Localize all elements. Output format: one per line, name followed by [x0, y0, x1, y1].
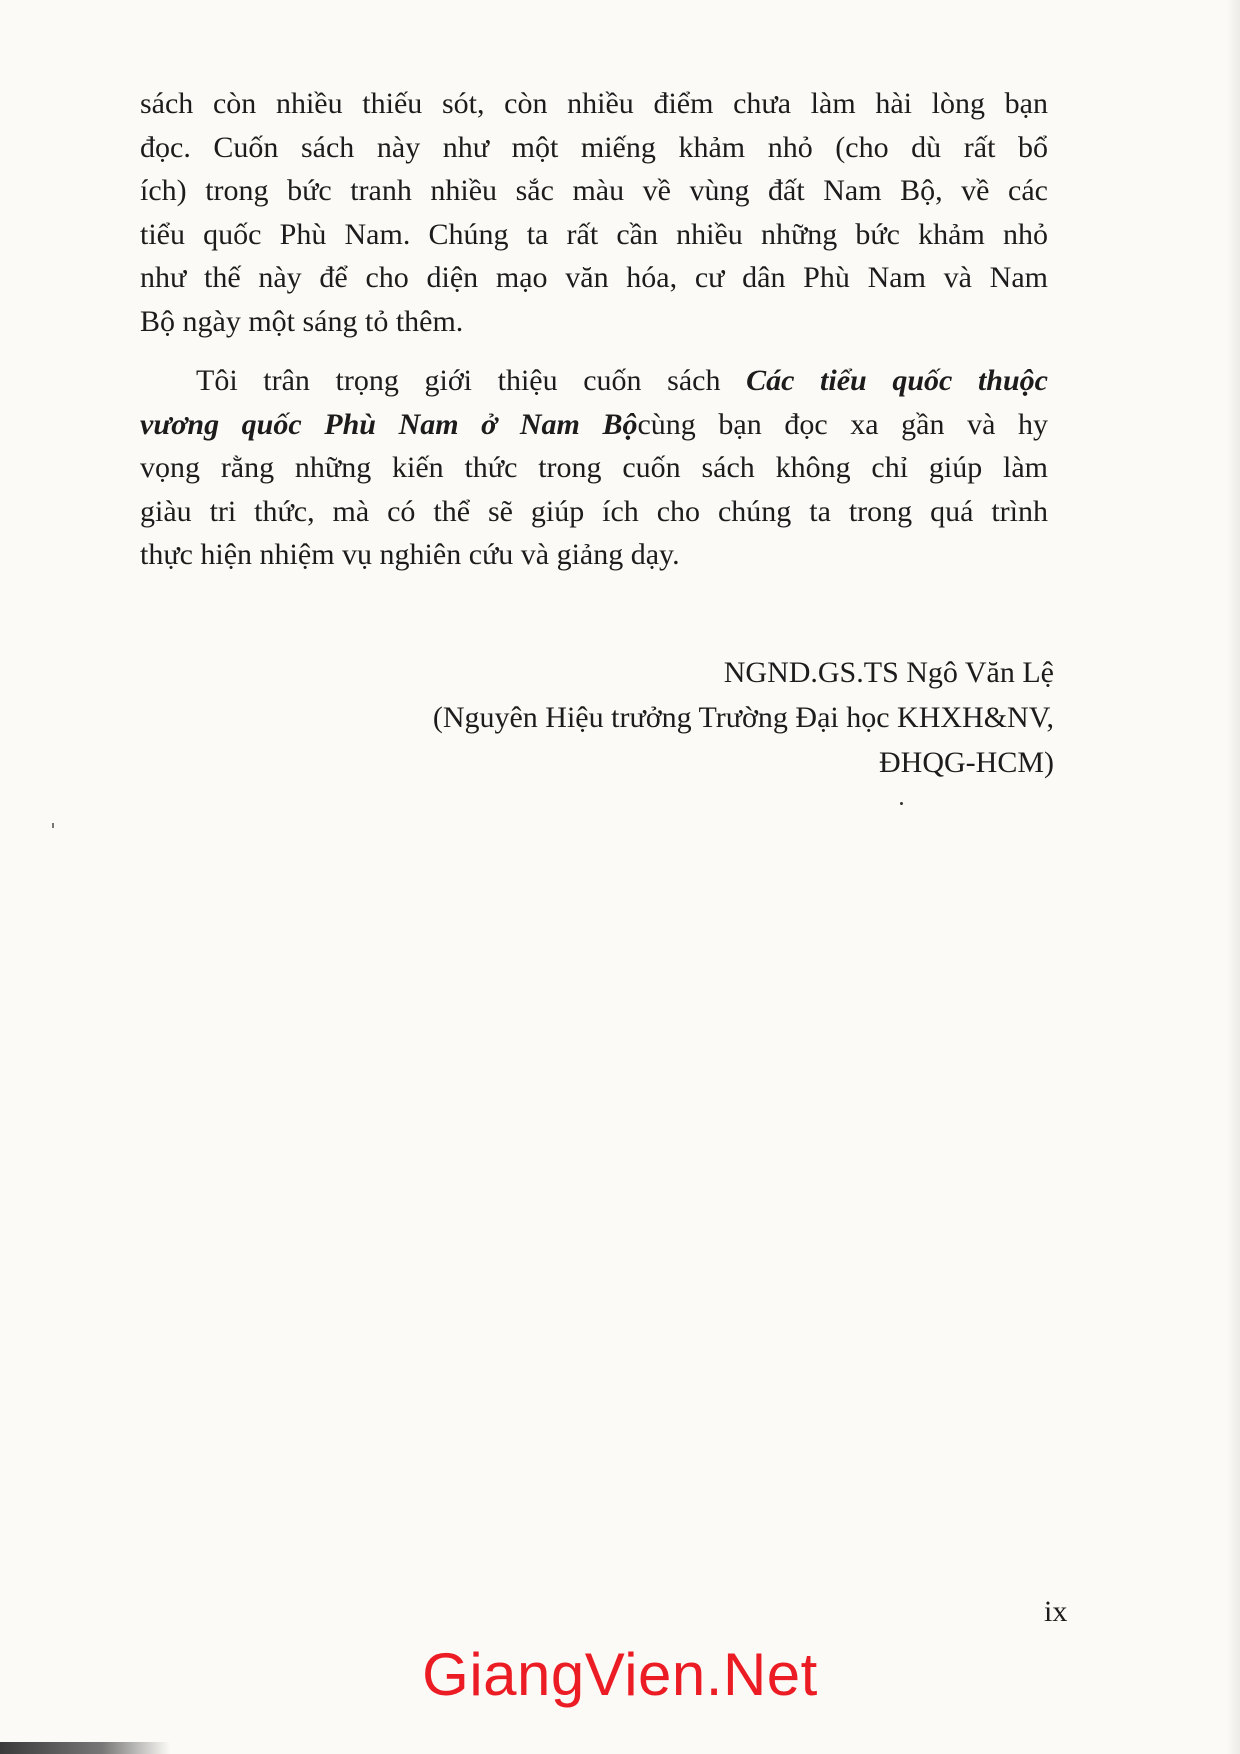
text-line: giàu tri thức, mà có thể sẽ giúp ích cho chúng ta trong quá trình — [140, 494, 1048, 528]
text-line: ích) trong bức tranh nhiều sắc màu về vùng đất Nam Bộ, về các — [140, 174, 1048, 207]
scan-edge-mark — [0, 1742, 170, 1754]
watermark-logo: GiangVien.Net — [422, 1641, 818, 1708]
text-line: như thế này để cho diện mạo văn hóa, cư dân Phù Nam và Nam — [140, 261, 1048, 294]
text-line: thực hiện nhiệm vụ nghiên cứu và giảng dạy. — [140, 538, 680, 571]
body-text — [140, 82, 1048, 577]
text-line: vọng rằng những kiến thức trong cuốn sách không chỉ giúp làm — [140, 451, 1048, 484]
text-line: sách còn nhiều thiếu sót, còn nhiều điểm chưa làm hài lòng bạn — [140, 87, 1048, 120]
book-title-part-1: Các tiểu quốc thuộc — [746, 364, 1048, 397]
scan-speck — [52, 823, 54, 828]
author-institution: ĐHQG-HCM) — [879, 746, 1054, 779]
signature-block — [254, 650, 1054, 785]
page-number: ix — [1044, 1595, 1068, 1628]
page-edge-shadow — [1226, 0, 1240, 1754]
text-line — [140, 359, 1048, 403]
text-line: đọc. Cuốn sách này như một miếng khảm nhỏ (cho dù rất bổ — [140, 130, 1048, 164]
text-segment: cùng bạn đọc xa gần và hy — [637, 407, 1048, 441]
text-line: Bộ ngày một sáng tỏ thêm. — [140, 304, 464, 338]
paragraph-1 — [140, 82, 1048, 343]
author-position: (Nguyên Hiệu trưởng Trường Đại học KHXH&NV, — [432, 701, 1054, 734]
author-name: NGND.GS.TS Ngô Văn Lệ — [723, 656, 1054, 689]
scan-speck — [900, 802, 903, 805]
text-line — [140, 403, 1048, 447]
paragraph-2 — [140, 359, 1048, 577]
text-line: tiểu quốc Phù Nam. Chúng ta rất cần nhiều những bức khảm nhỏ — [140, 217, 1048, 251]
book-title-part-2: vương quốc Phù Nam ở Nam Bộ — [140, 407, 638, 441]
text-segment: Tôi trân trọng giới thiệu cuốn sách — [196, 364, 747, 397]
